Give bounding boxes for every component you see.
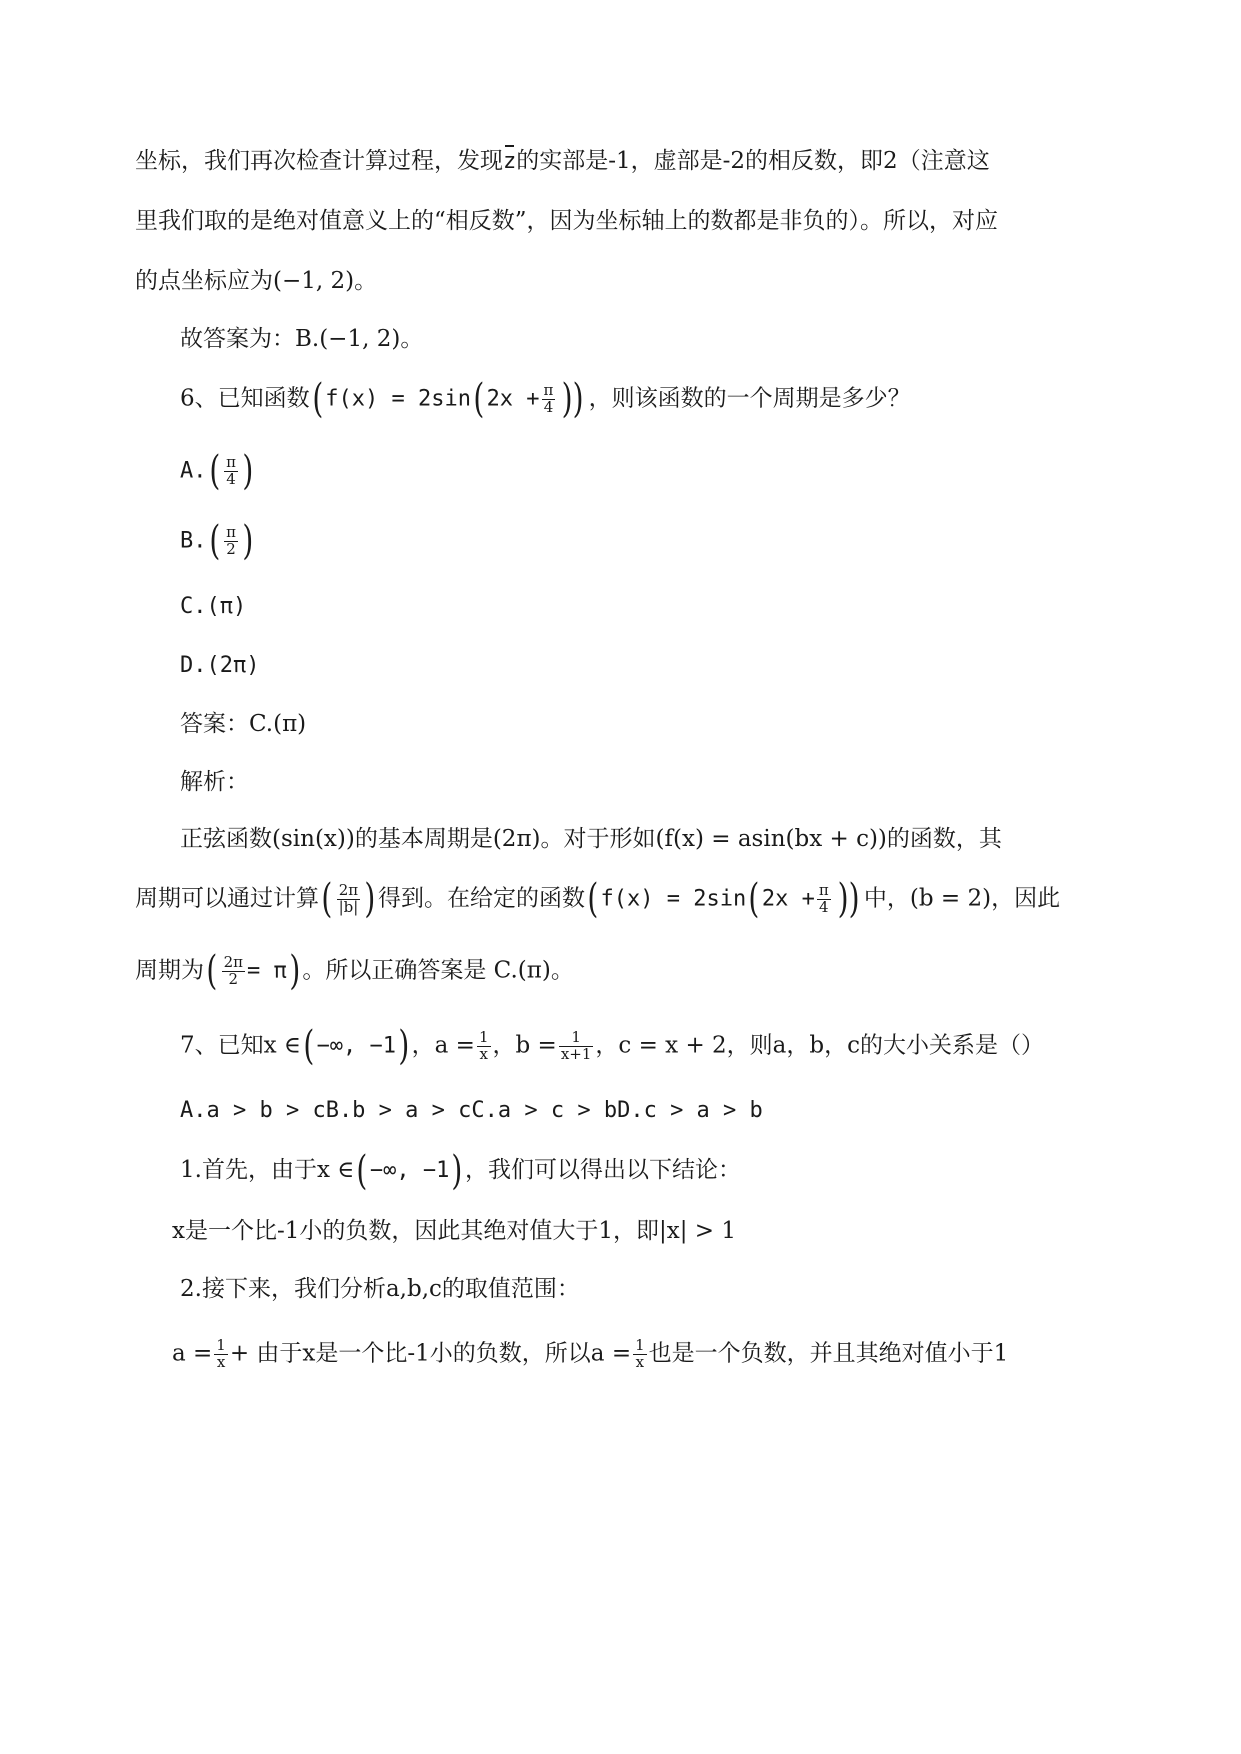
step-1: 1.首先，由于x ∈( −∞, −1) ，我们可以得出以下结论： [180,1148,741,1194]
line-1: 坐标，我们再次检查计算过程，发现z的实部是-1，虚部是-2的相反数，即2（注意这 [135,148,990,174]
step-2: 2.接下来，我们分析a,b,c的取值范围： [180,1276,580,1302]
analysis-label: 解析： [180,769,249,795]
fraction-pi-4: $\frac{\pi}{4}$ [543,381,554,416]
step-3: a = $\frac{1}{x}$ + 由于x是一个比-1小的负数，所以a = $\frac{1}{x}$ 也是一个负数，并且其绝对值小于1 [172,1336,1009,1371]
question-7-options: A.a > b > cB.b > a > cC.a > c > bD.c > a > b [180,1098,763,1123]
question-6: 6、已知函数( f(x) = 2sin( 2x + $\frac{\pi}{4}$ )) ，则该函数的一个周期是多少？ [180,376,911,423]
analysis-line-2: 周期可以通过计算( $\frac{2\pi}{|b|}$ ) 得到。在给定的函数( f(x) = 2sin( 2x + $\frac{\pi}{4}$ )) 中，(b = 2)，因此 [135,876,1061,923]
analysis-line-1: 正弦函数(sin(x))的基本周期是(2π)。对于形如(f(x) = asin(bx + c))的函数，其 [180,826,1002,852]
answer-6: 答案：C.(π) [180,711,307,737]
line-2: 里我们取的是绝对值意义上的“相反数”，因为坐标轴上的数都是非负的）。所以，对应 [135,208,999,234]
question-7: 7、已知x ∈( −∞, −1) ，a = $\frac{1}{x}$ ，b = $\frac{1}{x+1}$ ，c = x + 2，则a，b，c的大小关系是（） [180,1023,1044,1070]
option-b: B.( $\frac{\pi}{2}$ ) [180,518,254,565]
option-d: D.(2π) [180,653,260,678]
line-3: 的点坐标应为(−1, 2)。 [135,268,378,294]
option-c: C.(π) [180,594,247,619]
answer-5: 故答案为：B.(−1, 2)。 [180,326,424,352]
z-conjugate: z [503,149,517,174]
analysis-line-3: 周期为( $\frac{2\pi}{2}$ = π) 。所以正确答案是 C.(π)。 [135,948,574,995]
step-1-detail: x是一个比-1小的负数，因此其绝对值大于1，即|x| > 1 [172,1218,737,1244]
option-a: A.( $\frac{\pi}{4}$ ) [180,448,254,495]
